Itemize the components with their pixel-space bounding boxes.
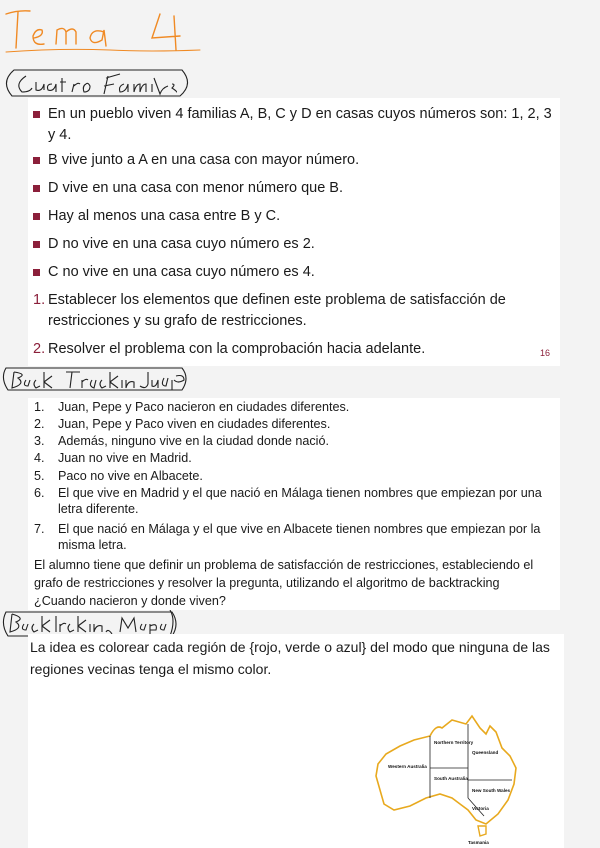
bullet-item: B vive junto a A en una casa con mayor número. bbox=[33, 150, 553, 171]
bullet-square-icon bbox=[33, 269, 40, 276]
bullet-square-icon bbox=[33, 241, 40, 248]
australia-outline bbox=[376, 716, 516, 824]
region-label-qld: Queensland bbox=[472, 750, 499, 755]
bullet-item: D vive en una casa con menor número que B. bbox=[33, 178, 553, 199]
region-label-nsw: New South Wales bbox=[472, 788, 511, 793]
task-item: 1. Establecer los elementos que definen este problema de satisfacción de restricciones y su grafo de restricciones. bbox=[33, 292, 506, 329]
list-item: 2. Juan, Pepe y Paco viven en ciudades diferentes. bbox=[34, 417, 331, 431]
region-label-nt: Northern Territory bbox=[434, 740, 474, 745]
slide-cuatro-familias bbox=[28, 98, 560, 366]
australia-map bbox=[370, 714, 550, 848]
slide-backtracking-juanpe bbox=[28, 398, 560, 610]
intro-text: La idea es colorear cada región de {rojo, verde o azul} del modo que ninguna de las regiones vecinas tenga el mismo color. bbox=[30, 639, 550, 677]
bullet-item: C no vive en una casa cuyo número es 4. bbox=[33, 262, 553, 283]
task-item: 2. Resolver el problema con la comprobación hacia adelante. bbox=[33, 341, 426, 357]
bullet-item: D no vive en una casa cuyo número es 2. bbox=[33, 234, 553, 255]
bullet-item: En un pueblo viven 4 familias A, B, C y D en casas cuyos números son: 1, 2, 3 y 4. bbox=[33, 104, 553, 146]
list-item: 5. Paco no vive en Albacete. bbox=[34, 469, 203, 483]
state-borders bbox=[430, 724, 512, 816]
list-item: 7. El que nació en Málaga y el que vive en Albacete tienen nombres que empiezan por la misma letra. bbox=[34, 522, 541, 553]
question-paragraph: El alumno tiene que definir un problema de satisfacción de restricciones, estableciendo el grafo de restricciones y resolver la pregunta, utilizando el algoritmo de backtracking ¿Cuando nacieron y donde viven? bbox=[34, 558, 534, 608]
list-item: 3. Además, ninguno vive en la ciudad donde nació. bbox=[34, 434, 329, 448]
handwritten-section2 bbox=[3, 368, 186, 390]
handwritten-title bbox=[6, 11, 200, 52]
region-label-tas: Tasmania bbox=[468, 840, 489, 845]
list-item: 4. Juan no vive en Madrid. bbox=[34, 451, 192, 465]
region-label-sa: South Australia bbox=[434, 776, 468, 781]
slide-backtracking-mapa bbox=[28, 634, 564, 848]
region-label-vic: Victoria bbox=[472, 806, 489, 811]
list-item: 1. Juan, Pepe y Paco nacieron en ciudades diferentes. bbox=[34, 400, 350, 414]
bullet-square-icon bbox=[33, 157, 40, 164]
page-number: 16 bbox=[539, 348, 550, 358]
handwritten-section1 bbox=[6, 70, 187, 96]
list-item: 6. El que vive en Madrid y el que nació en Málaga tienen nombres que empiezan por una letra diferente. bbox=[34, 486, 542, 517]
bullet-item: Hay al menos una casa entre B y C. bbox=[33, 206, 553, 227]
bullet-square-icon bbox=[33, 111, 40, 118]
region-label-wa: Western Australia bbox=[388, 764, 427, 769]
bullet-square-icon bbox=[33, 185, 40, 192]
tasmania-outline bbox=[478, 826, 486, 836]
bullet-square-icon bbox=[33, 213, 40, 220]
